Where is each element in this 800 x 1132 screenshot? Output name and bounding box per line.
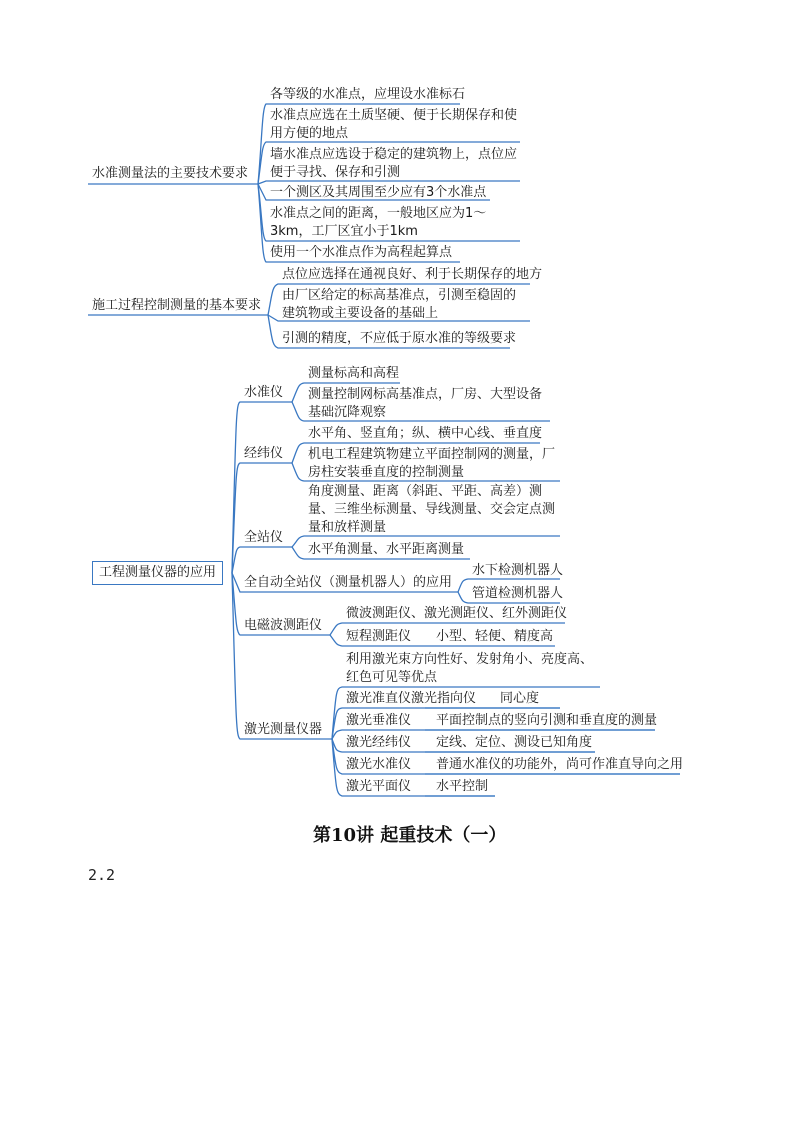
level-item-1: 测量标高和高程 xyxy=(308,366,400,381)
robot-item-1: 水下检测机器人 xyxy=(472,563,564,578)
edm-item-1: 微波测距仪、激光测距仪、红外测距仪 xyxy=(346,606,568,621)
laser-item-3-name: 激光经纬仪 xyxy=(346,735,412,750)
map1-root: 水准测量法的主要技术要求 xyxy=(92,166,249,181)
lecture-heading: 第10讲 起重技术（一） xyxy=(313,825,507,846)
laser-item-5-desc: 水平控制 xyxy=(436,779,489,794)
map2-item-3: 引测的精度，不应低于原水准的等级要求 xyxy=(282,331,517,346)
branch-theodolite: 经纬仪 xyxy=(244,446,284,461)
edm-item-2-sub: 小型、轻便、精度高 xyxy=(436,629,554,644)
map1-item-6: 使用一个水准点作为高程起算点 xyxy=(270,245,453,260)
map1-item-5: 水准点之间的距离，一般地区应为1～3km，工厂区宜小于1km xyxy=(270,206,487,239)
branch-level-instrument: 水准仪 xyxy=(244,385,284,400)
map2-root: 施工过程控制测量的基本要求 xyxy=(92,298,262,313)
total-station-item-2: 水平角测量、水平距离测量 xyxy=(308,542,465,557)
robot-item-2: 管道检测机器人 xyxy=(472,586,564,601)
map1-item-2: 水准点应选在土质坚硬、便于长期保存和使用方便的地点 xyxy=(270,108,518,141)
edm-item-2: 短程测距仪 xyxy=(346,629,412,644)
branch-total-station: 全站仪 xyxy=(244,530,284,545)
map1-item-3: 墙水准点应选设于稳定的建筑物上，点位应便于寻找、保存和引测 xyxy=(270,147,518,180)
laser-item-1-desc: 同心度 xyxy=(500,691,540,706)
laser-item-4-desc: 普通水准仪的功能外，尚可作准直导向之用 xyxy=(436,757,684,772)
laser-item-5-name: 激光平面仪 xyxy=(346,779,412,794)
map1-item-1: 各等级的水准点，应埋设水准标石 xyxy=(270,87,466,102)
map1-item-4: 一个测区及其周围至少应有3个水准点 xyxy=(270,185,487,200)
laser-item-1-name: 激光准直仪激光指向仪 xyxy=(346,691,477,706)
laser-item-4-name: 激光水准仪 xyxy=(346,757,412,772)
total-station-item-1: 角度测量、距离（斜距、平距、高差）测量、三维坐标测量、导线测量、交会定点测量和放样测量 xyxy=(308,484,556,535)
theodolite-item-2: 机电工程建筑物建立平面控制网的测量，厂房柱安装垂直度的控制测量 xyxy=(308,447,556,480)
map3-root: 工程测量仪器的应用 xyxy=(92,561,223,585)
branch-robotic-total-station: 全自动全站仪（测量机器人）的应用 xyxy=(244,575,453,590)
section-number: 2.2 xyxy=(88,866,116,884)
map2-item-2: 由厂区给定的标高基准点，引测至稳固的建筑物或主要设备的基础上 xyxy=(282,288,517,321)
level-item-2: 测量控制网标高基准点，厂房、大型设备基础沉降观察 xyxy=(308,387,543,420)
map2-item-1: 点位应选择在通视良好、利于长期保存的地方 xyxy=(282,267,543,282)
laser-intro: 利用激光束方向性好、发射角小、亮度高、红色可见等优点 xyxy=(346,652,594,685)
laser-item-2-desc: 平面控制点的竖向引测和垂直度的测量 xyxy=(436,713,658,728)
theodolite-item-1: 水平角、竖直角；纵、横中心线、垂直度 xyxy=(308,426,543,441)
branch-laser-instruments: 激光测量仪器 xyxy=(244,722,323,737)
branch-edm: 电磁波测距仪 xyxy=(244,618,323,633)
laser-item-3-desc: 定线、定位、测设已知角度 xyxy=(436,735,593,750)
laser-item-2-name: 激光垂准仪 xyxy=(346,713,412,728)
